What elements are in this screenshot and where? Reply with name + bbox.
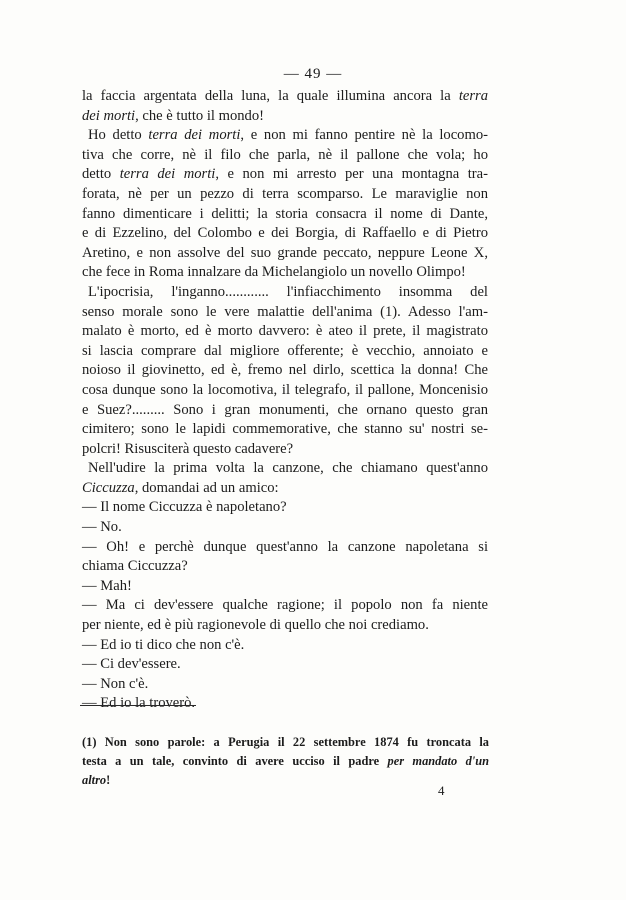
body-line [82, 342, 488, 362]
body-line-after: , domandai ad un amico: [134, 479, 279, 496]
body-line [82, 263, 488, 283]
body-line [82, 655, 488, 675]
body-line-text: si lascia comprare dal migliore offerente; è vecchio, annoiato e [82, 342, 488, 359]
body-line-text: fanno dimenticare i delitti; la storia consacra il nome di Dante, [82, 205, 488, 222]
body-line-text: la faccia argentata della luna, la quale illumina ancora la [82, 88, 459, 104]
body-line [82, 185, 488, 205]
body-line [82, 538, 488, 558]
body-line [82, 146, 488, 166]
body-line-italic: terra dei morti [148, 127, 241, 144]
body-line-text: che fece in Roma innalzare da Michelangiolo un novello Olimpo! [82, 264, 466, 281]
body-line [82, 87, 488, 107]
body-line-text: senso morale sono le vere malattie dell'anima (1). Adesso l'am- [82, 303, 488, 320]
footnote-line [82, 752, 489, 771]
body-line-italic: Ciccuzza [82, 479, 135, 496]
footnote-line-after: ! [106, 773, 111, 787]
footnote-line-text: (1) Non sono parole: a Perugia il 22 settembre 1874 fu troncata la [82, 735, 489, 749]
body-line [82, 479, 488, 499]
body-line-text: — Ed io la troverò. [82, 695, 196, 712]
body-text [82, 87, 488, 714]
body-line-after: , e non mi arresto per una montagna tra- [215, 166, 488, 183]
body-line [82, 420, 488, 440]
body-line-after: , e non mi fanno pentire nè la locomo- [240, 127, 488, 144]
body-line-text: — No. [82, 519, 122, 536]
body-line [82, 244, 488, 264]
body-line [82, 596, 488, 616]
body-line-text: forata, nè per un pezzo di terra scomparso. Le maraviglie non [82, 185, 488, 202]
body-line [82, 577, 488, 597]
body-line-after: , che è tutto il mondo! [135, 107, 264, 124]
body-line-text: Nell'udire la prima volta la canzone, che chiamano quest'anno [88, 460, 488, 477]
body-line [82, 107, 488, 127]
body-line [82, 126, 488, 146]
body-line [82, 616, 488, 636]
body-line-text: chiama Ciccuzza? [82, 558, 188, 575]
body-line-italic: dei morti [82, 107, 136, 124]
body-line [82, 224, 488, 244]
body-line-text: L'ipocrisia, l'inganno............ l'infiacchimento insomma del [88, 283, 488, 300]
body-line-text: — Non c'è. [82, 675, 149, 692]
body-line [82, 459, 488, 479]
footnote-line-italic: per mandato d'un [387, 754, 489, 768]
body-line [82, 675, 488, 695]
footnote-line-italic: altro [82, 773, 107, 787]
body-line-text: malato è morto, ed è morto davvero: è ateo il prete, il magistrato [82, 323, 488, 340]
body-line [82, 303, 488, 323]
body-line-text: Aretino, e non assolve del suo grande peccato, neppure Leone X, [82, 244, 488, 261]
body-line-text: e Suez?......... Sono i gran monumenti, che ornano questo gran [82, 401, 488, 418]
body-line [82, 381, 488, 401]
body-line [82, 283, 488, 303]
footnote-line [82, 733, 489, 752]
body-line-text: Ho detto [88, 127, 149, 144]
body-line [82, 557, 488, 577]
body-line-text: per niente, ed è più ragionevole di quello che noi crediamo. [82, 617, 429, 634]
footnote-rule [80, 705, 196, 706]
footnotes [82, 733, 489, 790]
body-line-text: — Mah! [82, 577, 132, 594]
body-line [82, 636, 488, 656]
body-line [82, 205, 488, 225]
body-line [82, 440, 488, 460]
body-line [82, 322, 488, 342]
body-line-italic: terra dei morti [119, 166, 216, 183]
body-line [82, 361, 488, 381]
body-line-text: cimitero; sono le lapidi commemorative, che stanno su' nostri se- [82, 421, 488, 438]
body-line-text: — Oh! e perchè dunque quest'anno la canzone napoletana si [82, 538, 488, 555]
body-line-text: — Ma ci dev'essere qualche ragione; il popolo non fa niente [82, 597, 488, 614]
body-line-text: noioso il giovinetto, ed è, fremo nel dirlo, scettica la donna! Che [82, 362, 488, 379]
body-line [82, 165, 488, 185]
signature-mark: 4 [438, 783, 445, 798]
body-line-text: polcri! Risusciterà questo cadavere? [82, 440, 294, 457]
body-line [82, 498, 488, 518]
body-line-text: cosa dunque sono la locomotiva, il telegrafo, il pallone, Moncenisio [82, 381, 488, 398]
body-line-text: e di Ezzelino, del Colombo e dei Borgia, di Raffaello e di Pietro [82, 225, 488, 242]
page-number: — 49 — [283, 66, 343, 82]
body-line-italic: terra [458, 88, 488, 104]
body-line-text: — Ed io ti dico che non c'è. [82, 636, 245, 653]
body-line-text: — Il nome Ciccuzza è napoletano? [82, 499, 287, 516]
body-line [82, 518, 488, 538]
footnote-line [82, 771, 489, 790]
body-line [82, 401, 488, 421]
body-line-text: tiva che corre, nè il filo che parla, nè il pallone che vola; ho [82, 146, 488, 163]
body-line-text: — Ci dev'essere. [82, 656, 181, 673]
footnote-line-text: testa a un tale, convinto di avere ucciso il padre [82, 754, 388, 768]
body-line-text: detto [82, 166, 120, 183]
